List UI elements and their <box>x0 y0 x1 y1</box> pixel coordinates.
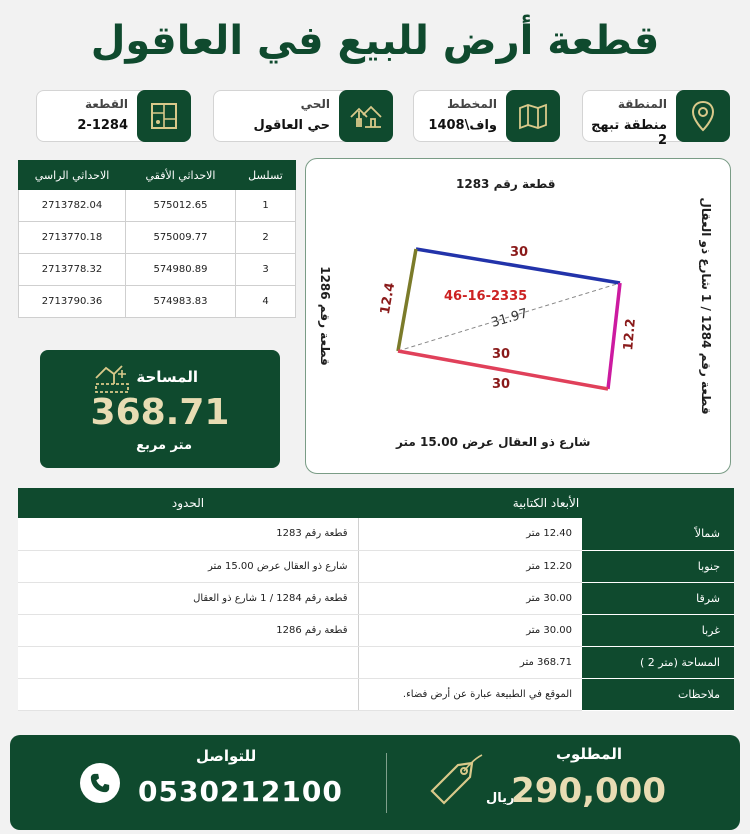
cell-x: 575009.77 <box>126 222 236 254</box>
table-row <box>19 222 296 254</box>
row-label: المساحة (متر 2 ) <box>582 646 734 678</box>
table-row <box>18 646 734 678</box>
cell-seq: 2 <box>236 222 296 254</box>
cell-limit: قطعة رقم 1286 <box>18 614 358 646</box>
col-header-x: الاحداثي الأفقي <box>126 161 236 190</box>
page-title: قطعة أرض للبيع في العاقول <box>90 18 660 64</box>
table-row <box>18 614 734 646</box>
plot-side-west: 12.4 <box>377 281 399 316</box>
cell-dimension: 368.71 متر <box>358 646 582 678</box>
price-tag-icon <box>424 751 484 815</box>
col-header-limits: الحدود <box>18 488 358 518</box>
area-unit: متر مربع <box>136 438 192 453</box>
plot-side-east: 12.2 <box>621 317 639 352</box>
cell-y: 2713782.04 <box>19 190 126 222</box>
table-row <box>19 254 296 286</box>
table-row <box>18 678 734 710</box>
table-header-row <box>19 161 296 190</box>
plot-sketch-panel <box>305 158 731 474</box>
plot-side-south-inner: 30 <box>492 347 511 362</box>
price-value: 290,000 <box>511 771 666 811</box>
cell-y: 2713770.18 <box>19 222 126 254</box>
location-pin-icon <box>676 90 730 142</box>
row-label: شمالاً <box>582 518 734 550</box>
table-row <box>19 286 296 318</box>
row-label: جنوبا <box>582 550 734 582</box>
info-card-label: الحي <box>300 97 330 111</box>
cell-seq: 1 <box>236 190 296 222</box>
plot-south-label: شارع ذو العقال عرض 15.00 متر <box>396 435 591 449</box>
row-label: غربا <box>582 614 734 646</box>
info-card-value: 2-1284 <box>77 118 128 133</box>
houses-icon <box>339 90 393 142</box>
info-card-plot <box>36 90 191 142</box>
cell-x: 574983.83 <box>126 286 236 318</box>
info-card-value: واف\1408 <box>428 118 497 133</box>
col-header-seq: تسلسل <box>236 161 296 190</box>
cell-seq: 4 <box>236 286 296 318</box>
cell-y: 2713790.36 <box>19 286 126 318</box>
row-label: ملاحظات <box>582 678 734 710</box>
cell-limit <box>18 678 358 710</box>
cell-dimension: 12.40 متر <box>358 518 582 550</box>
plot-north-label: قطعة رقم 1283 <box>456 177 556 191</box>
area-panel <box>40 350 280 468</box>
col-header-dims: الأبعاد الكتابية <box>358 488 734 518</box>
col-header-y: الاحداثي الراسي <box>19 161 126 190</box>
row-label: شرقا <box>582 582 734 614</box>
cell-x: 575012.65 <box>126 190 236 222</box>
info-card-region <box>582 90 730 148</box>
coordinates-table <box>18 160 296 318</box>
footer-banner <box>10 735 740 830</box>
plot-side-north: 30 <box>510 245 529 260</box>
plot-edge-west <box>398 249 416 351</box>
cell-limit: قطعة رقم 1283 <box>18 518 358 550</box>
cell-y: 2713778.32 <box>19 254 126 286</box>
plot-diagonal-length: 31.97 <box>489 306 530 331</box>
cell-limit <box>18 646 358 678</box>
info-card-value: حي العاقول <box>253 118 330 133</box>
cell-seq: 3 <box>236 254 296 286</box>
price-label: المطلوب <box>555 745 622 763</box>
cell-notes: الموقع في الطبيعة عبارة عن أرض فضاء. <box>358 678 582 710</box>
area-value: 368.71 <box>90 392 230 433</box>
cell-limit: قطعة رقم 1284 / 1 شارع ذو العقال <box>18 582 358 614</box>
cell-dimension: 30.00 متر <box>358 614 582 646</box>
map-book-icon <box>506 90 560 142</box>
plot-east-label: قطعة رقم 1284 / 1 شارع ذو العقال <box>699 197 713 415</box>
phone-number[interactable]: 0530212100 <box>138 775 343 808</box>
info-card-label: المخطط <box>447 97 497 111</box>
footer-divider <box>386 753 387 813</box>
plot-edge-east <box>608 283 620 389</box>
cell-limit: شارع ذو العقال عرض 15.00 متر <box>18 550 358 582</box>
contact-label: للتواصل <box>196 747 257 765</box>
cell-dimension: 30.00 متر <box>358 582 582 614</box>
currency-label: ريال <box>486 791 515 806</box>
plot-side-south-outer: 30 <box>492 377 511 392</box>
plot-west-label: قطعة رقم 1286 <box>318 266 332 366</box>
table-header-row <box>18 488 734 518</box>
cell-dimension: 12.20 متر <box>358 550 582 582</box>
info-card-value: منطقة تبهج 2 <box>591 118 667 148</box>
info-card-scheme <box>413 90 560 142</box>
table-row <box>18 550 734 582</box>
table-row <box>18 518 734 550</box>
table-row <box>19 190 296 222</box>
info-card-district <box>213 90 393 142</box>
cell-x: 574980.89 <box>126 254 236 286</box>
phone-icon[interactable] <box>80 763 120 803</box>
bounds-table <box>18 488 734 711</box>
info-card-label: المنطقة <box>617 97 667 111</box>
area-label: المساحة <box>136 368 198 386</box>
plot-number: 46-16-2335 <box>444 289 528 304</box>
plot-grid-icon <box>137 90 191 142</box>
info-card-label: القطعة <box>85 97 128 111</box>
table-row <box>18 582 734 614</box>
